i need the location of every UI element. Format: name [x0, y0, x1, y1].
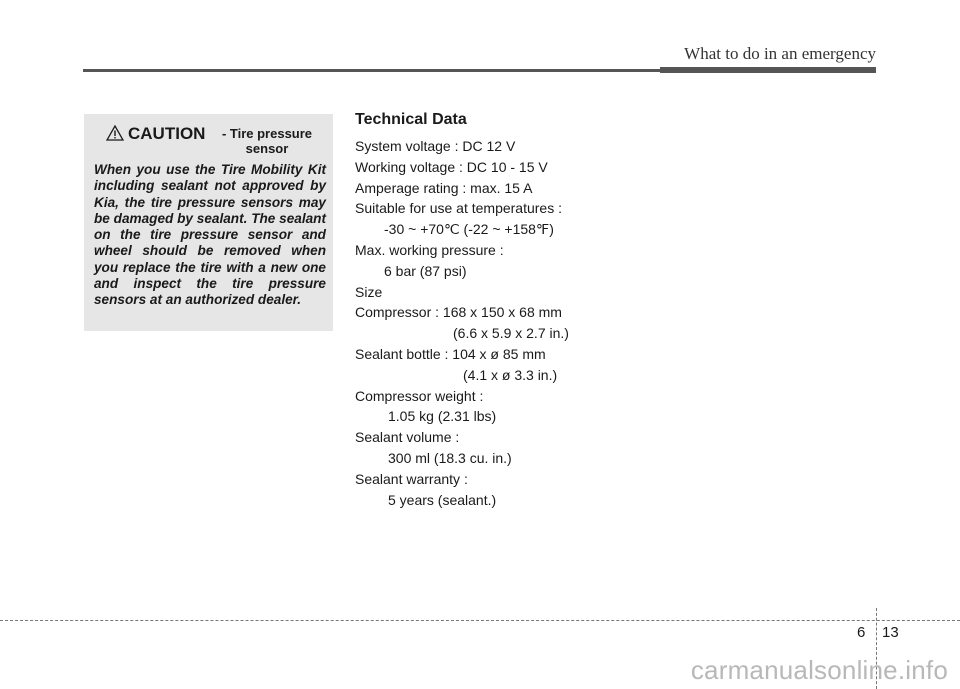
temperature-label: Suitable for use at temperatures : [355, 200, 562, 217]
compressor-size-inches: (6.6 x 5.9 x 2.7 in.) [453, 325, 569, 342]
chapter-number: 6 [857, 624, 866, 641]
size-label: Size [355, 283, 383, 300]
temperature-value: -30 ~ +70℃ (-22 ~ +158℉) [384, 221, 554, 238]
sealant-bottle-size-inches: (4.1 x ø 3.3 in.) [463, 366, 558, 383]
caution-heading [94, 124, 327, 162]
compressor-weight-value: 1.05 kg (2.31 lbs) [388, 408, 497, 425]
compressor-size: Compressor : 168 x 150 x 68 mm [355, 304, 562, 321]
watermark: carmanualsonline.info [690, 655, 948, 685]
system-voltage: System voltage : DC 12 V [355, 138, 516, 154]
page-number: 13 [882, 624, 899, 641]
sealant-volume-value: 300 ml (18.3 cu. in.) [388, 449, 512, 466]
technical-data-section [355, 110, 615, 510]
technical-data-title: Technical Data [355, 111, 467, 128]
working-voltage: Working voltage : DC 10 - 15 V [355, 158, 548, 175]
warning-triangle-icon [106, 125, 124, 141]
sealant-bottle-size: Sealant bottle : 104 x ø 85 mm [355, 345, 546, 362]
sealant-warranty-label: Sealant warranty : [355, 470, 468, 487]
pressure-label: Max. working pressure : [355, 241, 504, 258]
footer-rule [0, 620, 960, 621]
sealant-volume-label: Sealant volume : [355, 429, 460, 446]
compressor-weight-label: Compressor weight : [355, 387, 484, 404]
sealant-warranty-value: 5 years (sealant.) [388, 491, 497, 508]
caution-label: CAUTION [128, 124, 206, 143]
amperage-rating: Amperage rating : max. 15 A [355, 179, 533, 196]
section-header-title: What to do in an emergency [684, 44, 876, 63]
caution-box [84, 114, 333, 331]
header-rule-accent [660, 67, 876, 73]
pressure-value: 6 bar (87 psi) [384, 262, 467, 279]
caution-subtitle: - Tire pressure sensor [221, 126, 313, 156]
caution-text: When you use the Tire Mobility Kit including sealant not approved by Kia, the tire pressure sensors may be damaged by sealant. The sealant on the tire pressure sensor and wheel should be removed when you replace the tire with a new one and inspect the tire pressure sensors at an authorized dealer. [94, 162, 326, 308]
